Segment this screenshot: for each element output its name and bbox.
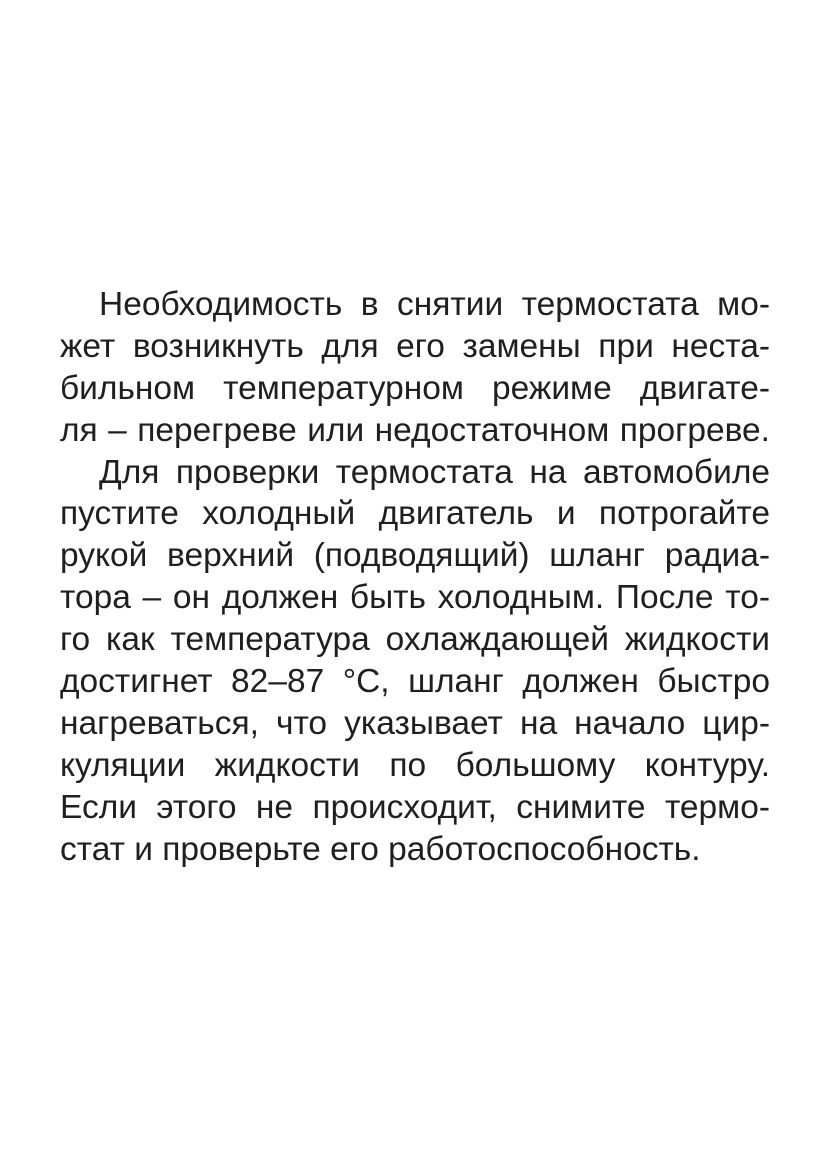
body-text (60, 284, 770, 870)
text-line: Если этого не происходит, снимите термо- (60, 788, 770, 826)
text-line: Необходимость в снятии термостата мо- (99, 286, 770, 323)
text-line: ля – перегреве или недостаточном прогреве. (60, 411, 770, 449)
text-line: пустите холодный двигатель и потрогайте (60, 495, 770, 533)
text-line: го как температура охлаждающей жидкости (60, 621, 770, 659)
text-line: бильном температурном режиме двигате- (60, 369, 770, 407)
text-line: рукой верхний (подводящий) шланг радиа- (60, 537, 770, 575)
text-line: тора – он должен быть холодным. После то- (60, 579, 770, 617)
paragraph (60, 284, 770, 452)
text-line: куляции жидкости по большому контуру. (60, 746, 770, 784)
text-line: достигнет 82–87 °С, шланг должен быстро (60, 663, 770, 701)
text-line: Для проверки термостата на автомобиле (99, 453, 770, 491)
text-line: нагреваться, что указывает на начало цир- (60, 704, 770, 742)
paragraph (60, 452, 770, 871)
text-line: жет возникнуть для его замены при неста- (60, 327, 770, 365)
text-line: стат и проверьте его работоспособность. (60, 830, 701, 868)
